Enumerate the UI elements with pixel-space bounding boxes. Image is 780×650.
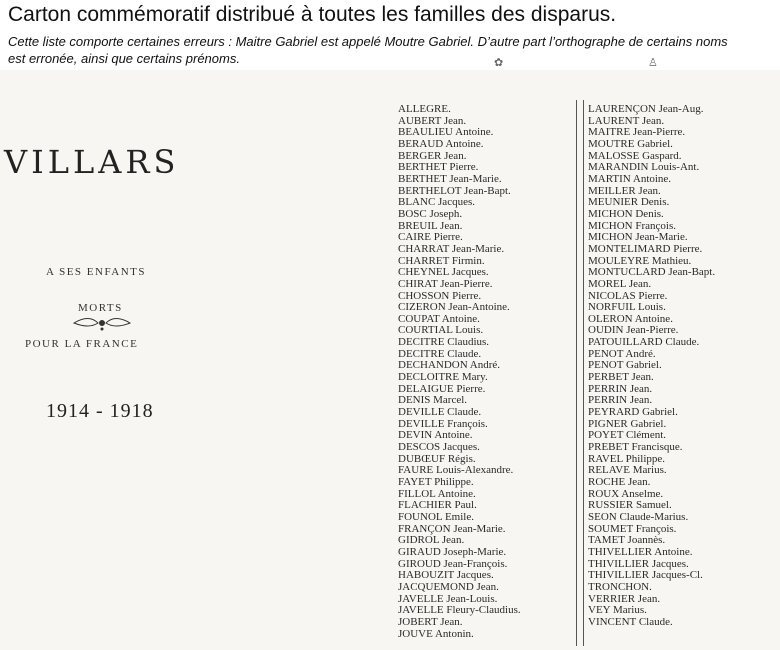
name-entry: BREUIL Jean.	[398, 219, 463, 232]
name-entry: FAYET Philippe.	[398, 476, 474, 488]
name-entry: OLERON Antoine.	[588, 312, 673, 325]
name-entry: MARANDIN Louis-Ant.	[588, 161, 700, 174]
name-entry: DEVILLE Claude.	[398, 406, 482, 419]
name-entry: COUPAT Antoine.	[398, 312, 480, 325]
name-entry: DUBŒUF Régis.	[398, 452, 476, 465]
name-entry: MONTUCLARD Jean-Bapt.	[588, 266, 716, 279]
name-entry: DECHANDON André.	[398, 359, 501, 372]
name-entry: LAURENÇON Jean-Aug.	[588, 103, 704, 115]
name-entry: CHIRAT Jean-Pierre.	[398, 277, 493, 290]
name-entry: CIZERON Jean-Antoine.	[398, 301, 510, 314]
name-entry: MONTELIMARD Pierre.	[588, 242, 703, 255]
name-entry: DEVILLE François.	[398, 417, 488, 430]
name-entry: FLACHIER Paul.	[398, 499, 477, 512]
name-entry: MOREL Jean.	[588, 277, 652, 290]
name-entry: PEYRARD Gabriel.	[588, 406, 678, 419]
name-entry: MAITRE Jean-Pierre.	[588, 126, 686, 139]
name-entry: JOUVE Antonin.	[398, 627, 474, 640]
name-entry: BERTHET Jean-Marie.	[398, 172, 502, 185]
name-entry: JAVELLE Fleury-Claudius.	[398, 604, 521, 617]
name-entry: THIVELLIER Antoine.	[588, 545, 693, 558]
card-years: 1914 - 1918	[46, 400, 154, 422]
name-entry: CHEYNEL Jacques.	[398, 266, 489, 279]
name-entry: THIVILLIER Jacques-Cl.	[588, 569, 703, 582]
name-entry: ROCHE Jean.	[588, 476, 651, 488]
name-entry: RELAVE Marius.	[588, 464, 667, 477]
name-entry: GIDROL Jean.	[398, 534, 465, 547]
name-entry: FAURE Louis-Alexandre.	[398, 464, 514, 477]
page-title: Carton commémoratif distribué à toutes les familles des disparus.	[8, 3, 617, 26]
header-band	[0, 0, 780, 70]
name-entry: DESCOS Jacques.	[398, 441, 480, 454]
name-entry: GIROUD Jean-François.	[398, 557, 508, 570]
caption-note: Cette liste comporte certaines erreurs : Maitre Gabriel est appelé Moutre Gabriel. D’autre part l’orthographe de certains noms est erronée, ainsi que certains prénoms.	[8, 34, 728, 66]
name-entry: MOULEYRE Mathieu.	[588, 254, 692, 267]
card-line-1: A SES ENFANTS	[46, 266, 146, 278]
name-entry: GIRAUD Joseph-Marie.	[398, 545, 507, 558]
column-divider	[576, 100, 584, 646]
name-entry: BERAUD Antoine.	[398, 137, 484, 150]
name-entry: SOUMET François.	[588, 522, 677, 535]
name-entry: MEILLER Jean.	[588, 184, 661, 197]
name-entry: TAMET Joannès.	[588, 534, 666, 547]
card-line-3: POUR LA FRANCE	[25, 338, 139, 350]
name-entry: BOSC Joseph.	[398, 207, 463, 220]
name-entry: AUBERT Jean.	[398, 114, 467, 127]
name-entry: JAVELLE Jean-Louis.	[398, 592, 498, 605]
ornament-icon: ✿	[494, 56, 504, 69]
flourish-icon	[72, 313, 132, 333]
name-entry: PERRIN Jean.	[588, 394, 653, 407]
ornament-icon: ♙	[648, 56, 658, 69]
name-entry: FILLOL Antoine.	[398, 487, 476, 500]
name-entry: BERTHELOT Jean-Bapt.	[398, 184, 511, 197]
name-entry: PERRIN Jean.	[588, 382, 653, 395]
name-entry: OUDIN Jean-Pierre.	[588, 324, 679, 337]
names-column-left	[398, 104, 521, 640]
name-entry: DECITRE Claude.	[398, 347, 482, 360]
name-entry: BERGER Jean.	[398, 149, 467, 162]
name-entry: MICHON Denis.	[588, 207, 664, 220]
name-entry: TRONCHON.	[588, 580, 652, 593]
name-entry: MEUNIER Denis.	[588, 196, 670, 209]
name-entry: CHOSSON Pierre.	[398, 289, 482, 302]
name-entry: DECITRE Claudius.	[398, 336, 490, 349]
name-entry: BLANC Jacques.	[398, 196, 475, 209]
name-entry: ROUX Anselme.	[588, 487, 664, 500]
name-entry: BEAULIEU Antoine.	[398, 126, 494, 139]
name-entry: MALOSSE Gaspard.	[588, 149, 682, 162]
name-entry: DECLOITRE Mary.	[398, 371, 488, 384]
name-entry: DELAIGUE Pierre.	[398, 382, 486, 395]
card-line-2: MORTS	[78, 302, 123, 314]
name-entry: FOUNOL Emile.	[398, 510, 474, 523]
name-entry: PIGNER Gabriel.	[588, 417, 667, 430]
name-entry: CHARRET Firmin.	[398, 254, 485, 267]
name-entry: DENIS Marcel.	[398, 394, 468, 407]
name-entry: THIVILLIER Jacques.	[588, 557, 689, 570]
name-entry: PERBET Jean.	[588, 371, 654, 384]
name-entry: PENOT Gabriel.	[588, 359, 662, 372]
name-entry: CHARRAT Jean-Marie.	[398, 242, 505, 255]
name-entry: ALLEGRE.	[398, 103, 451, 115]
name-entry: MOUTRE Gabriel.	[588, 137, 673, 150]
name-entry: POYET Clément.	[588, 429, 667, 442]
name-entry: RUSSIER Samuel.	[588, 499, 672, 512]
name-entry: VEY Marius.	[588, 604, 647, 617]
name-entry: MICHON François.	[588, 219, 676, 232]
name-entry: PENOT André.	[588, 347, 656, 360]
name-entry: CAIRE Pierre.	[398, 231, 463, 244]
name-entry: LAURENT Jean.	[588, 114, 665, 127]
name-entry: VERRIER Jean.	[588, 592, 661, 605]
name-entry: MICHON Jean-Marie.	[588, 231, 688, 244]
name-entry: NICOLAS Pierre.	[588, 289, 668, 302]
names-column-right	[588, 104, 715, 629]
name-entry: JOBERT Jean.	[398, 615, 463, 628]
card-title: VILLARS	[4, 143, 180, 181]
name-entry: HABOUZIT Jacques.	[398, 569, 494, 582]
name-entry: SEON Claude-Marius.	[588, 510, 689, 523]
name-entry: VINCENT Claude.	[588, 615, 673, 628]
name-entry: FRANÇON Jean-Marie.	[398, 522, 506, 535]
name-entry: COURTIAL Louis.	[398, 324, 484, 337]
name-entry: PATOUILLARD Claude.	[588, 336, 700, 349]
name-entry: DEVIN Antoine.	[398, 429, 473, 442]
name-entry: RAVEL Philippe.	[588, 452, 666, 465]
name-entry: PREBET Francisque.	[588, 441, 683, 454]
name-entry: MARTIN Antoine.	[588, 172, 672, 185]
name-entry: BERTHET Pierre.	[398, 161, 479, 174]
name-entry: NORFUIL Louis.	[588, 301, 666, 314]
name-entry: JACQUEMOND Jean.	[398, 580, 499, 593]
